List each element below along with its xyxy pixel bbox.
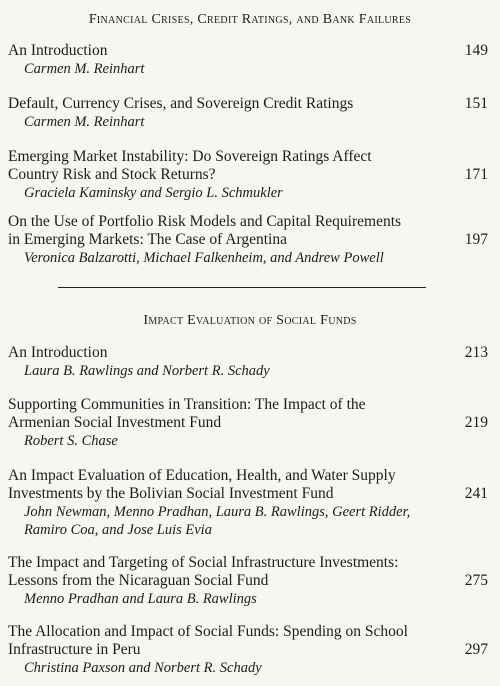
entry-authors: Laura B. Rawlings and Norbert R. Schady (24, 363, 270, 379)
entry-authors: Christina Paxson and Norbert R. Schady (24, 660, 262, 676)
entry-title: Supporting Communities in Transition: The Impact of the Armenian Social Investment Fund (8, 396, 366, 431)
toc-entry[interactable] (8, 148, 488, 202)
toc-entry[interactable] (8, 467, 488, 539)
entry-page-number: 219 (464, 414, 488, 431)
entry-title: The Impact and Targeting of Social Infrastructure Investments: Lessons from the Nicaraguan Social Fund (8, 554, 399, 589)
entry-page-number: 297 (464, 641, 488, 658)
entry-title: An Impact Evaluation of Education, Health, and Water Supply Investments by the Bolivian Social Investment Fund (8, 467, 396, 502)
toc-entry[interactable] (8, 42, 488, 78)
entry-authors: Menno Pradhan and Laura B. Rawlings (24, 591, 257, 607)
entry-authors: Veronica Balzarotti, Michael Falkenheim, and Andrew Powell (24, 250, 384, 266)
toc-entry[interactable] (8, 396, 488, 450)
entry-authors: Robert S. Chase (24, 433, 118, 449)
section-heading: Financial Crises, Credit Ratings, and Bank Failures (88, 12, 412, 27)
section-divider (58, 287, 426, 288)
toc-entry[interactable] (8, 213, 488, 267)
toc-entry[interactable] (8, 623, 488, 677)
entry-title: Emerging Market Instability: Do Sovereign Ratings Affect Country Risk and Stock Returns? (8, 148, 372, 183)
entry-page-number: 151 (464, 95, 488, 112)
entry-page-number: 197 (464, 231, 488, 248)
entry-authors: Carmen M. Reinhart (24, 114, 145, 130)
entry-title: An Introduction (8, 344, 108, 361)
entry-authors: Graciela Kaminsky and Sergio L. Schmukler (24, 185, 283, 201)
entry-title: On the Use of Portfolio Risk Models and Capital Requirements in Emerging Markets: The Case of Argentina (8, 213, 402, 248)
toc-entry[interactable] (8, 554, 488, 608)
entry-page-number: 149 (464, 42, 488, 59)
entry-authors: John Newman, Menno Pradhan, Laura B. Rawlings, Geert Ridder, Ramiro Coa, and Jose Luis Evia (24, 504, 411, 538)
entry-title: Default, Currency Crises, and Sovereign Credit Ratings (8, 95, 354, 112)
section-heading: Impact Evaluation of Social Funds (143, 313, 357, 328)
entry-title: The Allocation and Impact of Social Funds: Spending on School Infrastructure in Peru (8, 623, 408, 658)
toc-entry[interactable] (8, 344, 488, 380)
entry-authors: Carmen M. Reinhart (24, 61, 145, 77)
entry-page-number: 171 (464, 166, 488, 183)
entry-page-number: 213 (464, 344, 488, 361)
entry-page-number: 241 (464, 485, 488, 502)
toc-entry[interactable] (8, 95, 488, 131)
entry-page-number: 275 (464, 572, 488, 589)
entry-title: An Introduction (8, 42, 108, 59)
